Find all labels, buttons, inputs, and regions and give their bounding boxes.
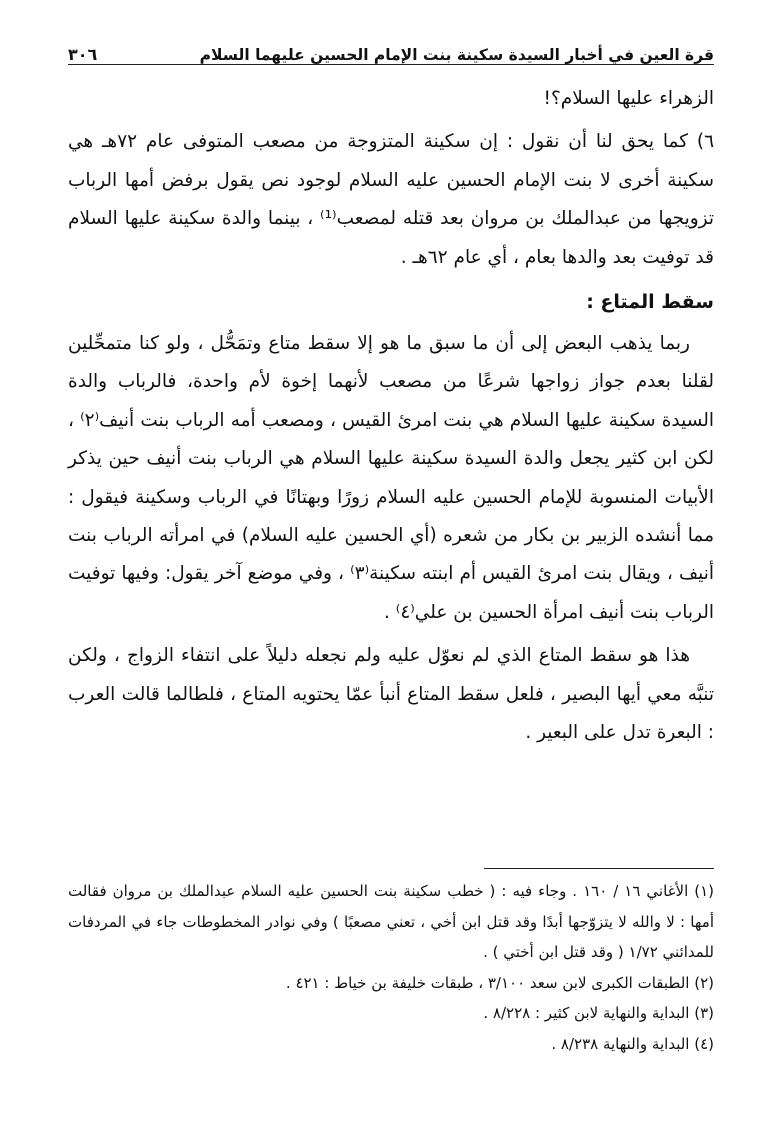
page-number: ٣٠٦	[68, 45, 98, 64]
main-text	[68, 80, 714, 753]
footnote-1: (١) الأغاني ١٦ / ١٦٠ . وجاء فيه : ( خطب سكينة بنت الحسين عليه السلام عبدالملك بن مروان فقالت أمها : لا والله لا يتزوّجها أبدًا وقد قتل ابن أخي ، تعني مصعبًا ) وفي نوادر المخطوطات جاء في المردفات للمدائني ١/٧٢ ( وقد قتل ابن أختي ) .	[68, 882, 714, 962]
footnote-4: (٤) البداية والنهاية ٨/٢٣٨ .	[551, 1034, 714, 1053]
point-6-paragraph: ٦) كما يحق لنا أن نقول : إن سكينة المتزوجة من مصعب المتوفى عام ٧٢هـ هي سكينة أخرى لا بنت الإمام الحسين عليه السلام لوجود نص يقول برفض أمها الرباب تزويجها من عبدالملك بن مروان بعد قتله لمصعب⁽¹⁾ ، بينما والدة سكينة عليها السلام قد توفيت بعد والدها بعام ، أي عام ٦٢هـ .	[68, 131, 715, 268]
paragraph-1: ربما يذهب البعض إلى أن ما سبق ما هو إلا سقط متاع وتمَحُّل ، ولو كنا متمحِّلين لقلنا بعدم جواز زواجها شرعًا من مصعب لأنهما إخوة لأم واحدة، فالرباب والدة السيدة سكينة عليها السلام هي بنت امرئ القيس ، ومصعب أمه الرباب بنت أنيف⁽٢⁾ ، لكن ابن كثير يجعل والدة السيدة سكينة عليها السلام هي الرباب بنت أنيف حين يذكر الأبيات المنسوبة للإمام الحسين عليه السلام زورًا وبهتانًا في الرباب وسكينة فيقول : مما أنشده الزبير بن بكار من شعره (أي الحسين عليه السلام) في امرأته الرباب بنت أنيف ، ويقال بنت امرئ القيس أم ابنته سكينة⁽٣⁾ ، وفي موضع آخر يقول: وفيها توفيت الرباب بنت أنيف امرأة الحسين بن علي⁽٤⁾ .	[68, 333, 714, 623]
footnote-3: (٣) البداية والنهاية لابن كثير : ٨/٢٢٨ .	[483, 1004, 714, 1023]
footnote-divider	[484, 868, 714, 869]
footnotes	[68, 876, 714, 1060]
running-header	[68, 30, 714, 65]
opening-line: الزهراء عليها السلام؟!	[543, 88, 714, 109]
book-title: قرة العين في أخبار السيدة سكينة بنت الإمام الحسين عليهما السلام	[199, 46, 714, 64]
paragraph-2: هذا هو سقط المتاع الذي لم نعوّل عليه ولم نجعله دليلاً على انتفاء الزواج ، ولكن تنبَّه معي أيها البصير ، فلعل سقط المتاع أنبأ عمّا يحتويه المتاع ، فلطالما قالت العرب : البعرة تدل على البعير .	[68, 645, 714, 744]
section-heading: سقط المتاع :	[586, 291, 714, 314]
footnote-2: (٢) الطبقات الكبرى لابن سعد ٣/١٠٠ ، طبقات خليفة بن خياط : ٤٢١ .	[285, 973, 714, 992]
